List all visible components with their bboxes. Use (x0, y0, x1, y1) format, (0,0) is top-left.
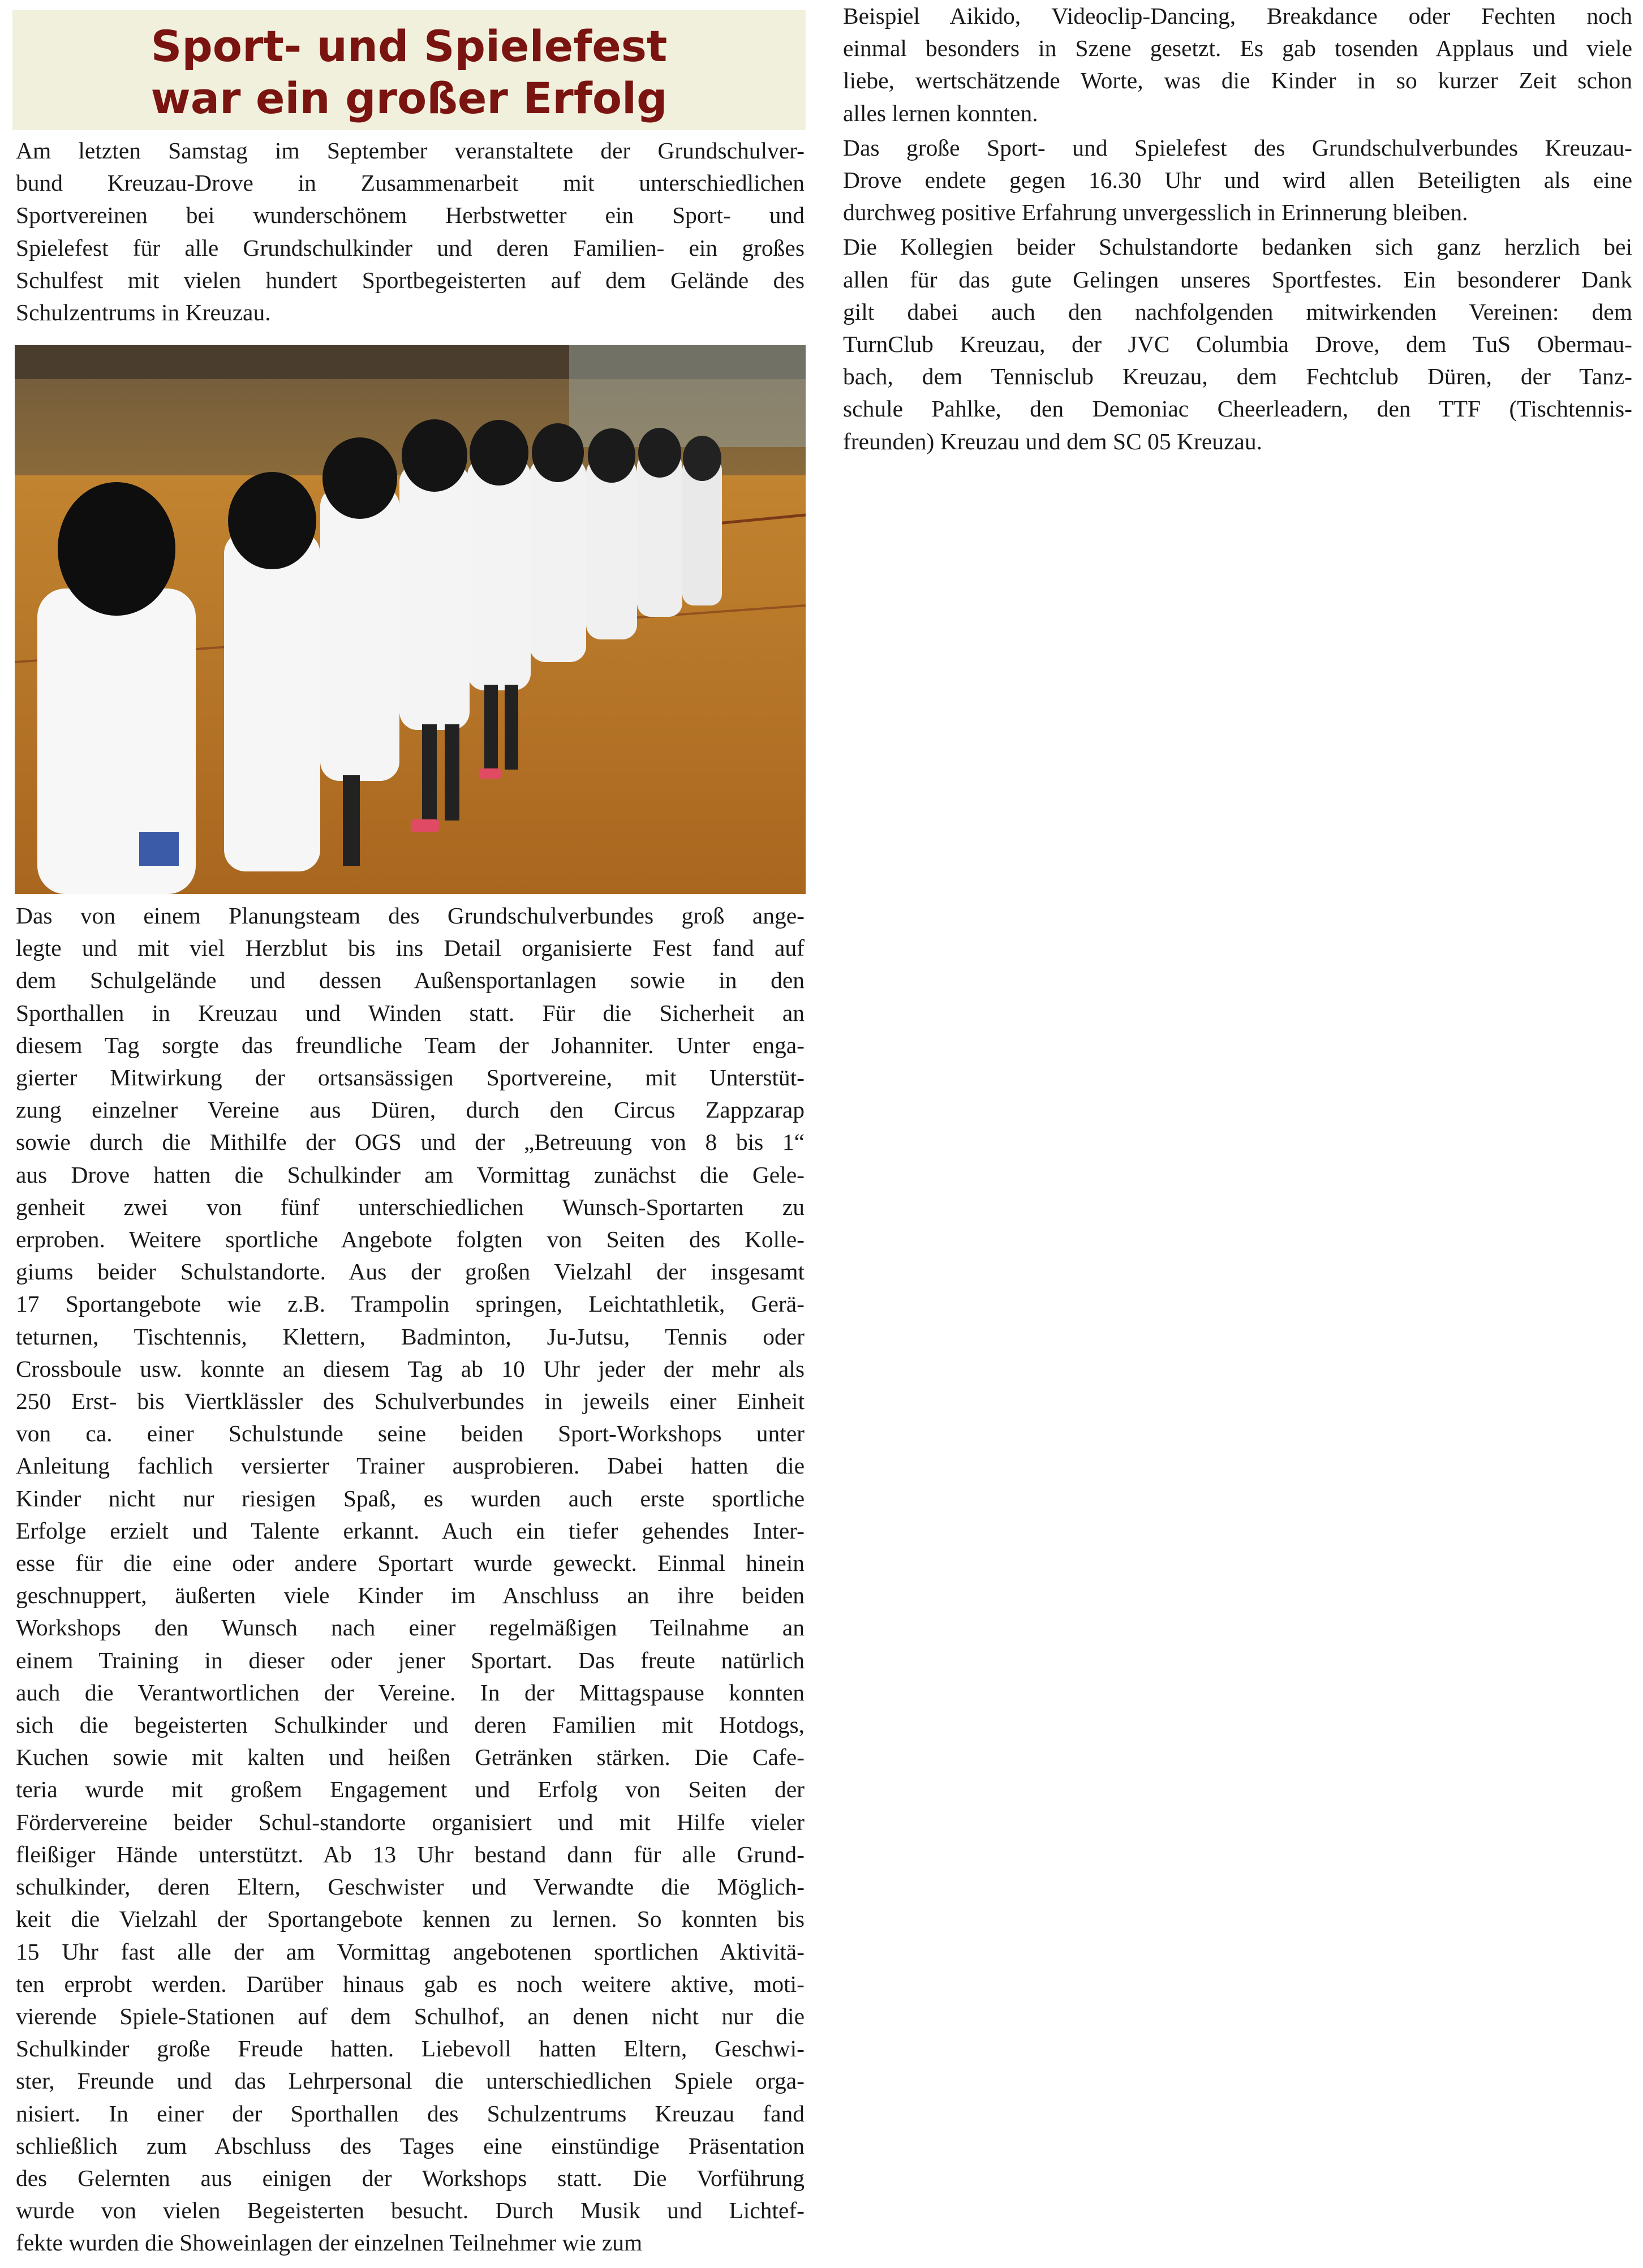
body-line: des Gelernten aus einigen der Workshops statt. Die Vorführung (16, 2164, 805, 2191)
body-line: gierter Mitwirkung der ortsansässigen Sportvereine, mit Unterstüt- (16, 1064, 805, 1091)
body-line: Erfolge erzielt und Talente erkannt. Auch ein tiefer gehendes Inter- (16, 1517, 805, 1544)
body-line: ster, Freunde und das Lehrpersonal die unterschiedlichen Spiele orga- (16, 2068, 805, 2094)
body-line: teria wurde mit großem Engagement und Erfolg von Seiten der (16, 1776, 805, 1803)
body-line: legte und mit viel Herzblut bis ins Detail organisierte Fest fand auf (16, 935, 805, 961)
right-line: allen für das gute Gelingen unseres Sportfestes. Ein besonderer Dank (843, 266, 1632, 293)
body-line: Sporthallen in Kreuzau und Winden statt. Für die Sicherheit an (16, 999, 805, 1026)
body-line: fleißiger Hände unterstützt. Ab 13 Uhr bestand dann für alle Grund- (16, 1841, 805, 1867)
right-line: einmal besonders in Szene gesetzt. Es gab tosenden Applaus und viele (843, 35, 1632, 62)
body-line: einem Training in dieser oder jener Sportart. Das freute natürlich (16, 1647, 805, 1673)
right-line: Die Kollegien beider Schulstandorte bedanken sich ganz herzlich bei (843, 234, 1632, 260)
body-line: Anleitung fachlich versierter Trainer ausprobieren. Dabei hatten die (16, 1453, 805, 1479)
right-column-text (843, 0, 1632, 458)
body-line: schließlich zum Abschluss des Tages eine einstündige Präsentation (16, 2132, 805, 2159)
right-paragraph (843, 0, 1632, 130)
body-line: erproben. Weitere sportliche Angebote folgten von Seiten des Kolle- (16, 1226, 805, 1253)
body-line: esse für die eine oder andere Sportart wurde geweckt. Einmal hinein (16, 1550, 805, 1577)
body-line: keit die Vielzahl der Sportangebote kennen zu lernen. So konnten bis (16, 1906, 805, 1932)
right-line: freunden) Kreuzau und dem SC 05 Kreuzau. (843, 428, 1262, 454)
body-line: aus Drove hatten die Schulkinder am Vormittag zunächst die Gele- (16, 1161, 805, 1188)
body-line: 15 Uhr fast alle der am Vormittag angebotenen sportlichen Aktivitä- (16, 1938, 805, 1965)
body-line: Workshops den Wunsch nach einer regelmäßigen Teilnahme an (16, 1614, 805, 1641)
intro-paragraph (16, 135, 805, 329)
right-paragraph (843, 231, 1632, 457)
body-line: Fördervereine beider Schul-standorte organisiert und mit Hilfe vieler (16, 1809, 805, 1835)
body-line: sich die begeisterten Schulkinder und deren Familien mit Hotdogs, (16, 1712, 805, 1738)
body-line: wurde von vielen Begeisterten besucht. Durch Musik und Lichtef- (16, 2197, 805, 2224)
body-line: 250 Erst- bis Viertklässler des Schulverbundes in jeweils einer Einheit (16, 1388, 805, 1415)
right-line: alles lernen konnten. (843, 100, 1038, 126)
body-line: von ca. einer Schulstunde seine beiden Sport-Workshops unter (16, 1420, 805, 1447)
intro-line: Schulzentrums in Kreuzau. (16, 299, 271, 326)
body-line: fekte wurden die Showeinlagen der einzelnen Teilnehmer wie zum (16, 2230, 643, 2256)
body-line: giums beider Schulstandorte. Aus der großen Vielzahl der insgesamt (16, 1258, 805, 1285)
body-line: diesem Tag sorgte das freundliche Team der Johanniter. Unter enga- (16, 1032, 805, 1058)
headline-line-1: Sport- und Spielefest (150, 21, 668, 71)
body-line: zung einzelner Vereine aus Düren, durch den Circus Zappzarap (16, 1097, 805, 1123)
right-line: bach, dem Tennisclub Kreuzau, dem Fechtclub Düren, der Tanz- (843, 363, 1632, 390)
intro-paragraph (16, 135, 805, 329)
article-photo-fencing-children (15, 345, 806, 894)
body-line: nisiert. In einer der Sporthallen des Schulzentrums Kreuzau fand (16, 2100, 805, 2127)
right-line: TurnClub Kreuzau, der JVC Columbia Drove, dem TuS Obermau- (843, 331, 1632, 358)
body-line: Crossboule usw. konnte an diesem Tag ab 10 Uhr jeder der mehr als (16, 1355, 805, 1382)
body-line: ten erprobt werden. Darüber hinaus gab es noch weitere aktive, moti- (16, 1970, 805, 1997)
body-line: sowie durch die Mithilfe der OGS und der „Betreuung von 8 bis 1“ (16, 1129, 805, 1156)
headline-box (12, 10, 806, 130)
body-paragraph (16, 900, 805, 2260)
body-line: Kuchen sowie mit kalten und heißen Getränken stärken. Die Cafe- (16, 1744, 805, 1771)
right-line: gilt dabei auch den nachfolgenden mitwirkenden Vereinen: dem (843, 298, 1632, 325)
intro-line: Schulfest mit vielen hundert Sportbegeisterten auf dem Gelände des (16, 267, 805, 293)
body-line: Schulkinder große Freude hatten. Liebevoll hatten Eltern, Geschwi- (16, 2035, 805, 2062)
body-line: auch die Verantwortlichen der Vereine. In der Mittagspause konnten (16, 1679, 805, 1706)
body-line: genheit zwei von fünf unterschiedlichen Wunsch-Sportarten zu (16, 1193, 805, 1220)
body-line: vierende Spiele-Stationen auf dem Schulhof, an denen nicht nur die (16, 2003, 805, 2029)
body-line: dem Schulgelände und dessen Außensportanlagen sowie in den (16, 967, 805, 994)
body-line: 17 Sportangebote wie z.B. Trampolin springen, Leichtathletik, Gerä- (16, 1291, 805, 1317)
right-line: Beispiel Aikido, Videoclip-Dancing, Breakdance oder Fechten noch (843, 3, 1632, 29)
body-line: Das von einem Planungsteam des Grundschulverbundes groß ange- (16, 903, 805, 929)
body-line: Kinder nicht nur riesigen Spaß, es wurden auch erste sportliche (16, 1485, 805, 1511)
headline-line-2: war ein großer Erfolg (150, 73, 668, 123)
right-line: liebe, wertschätzende Worte, was die Kinder in so kurzer Zeit schon (843, 67, 1632, 94)
body-line: geschnuppert, äußerten viele Kinder im Anschluss an ihre beiden (16, 1582, 805, 1609)
right-line: schule Pahlke, den Demoniac Cheerleadern, den TTF (Tischtennis- (843, 396, 1632, 422)
intro-line: Sportvereinen bei wunderschönem Herbstwetter ein Sport- und (16, 202, 805, 229)
right-line: Das große Sport- und Spielefest des Grundschulverbundes Kreuzau- (843, 134, 1632, 161)
intro-line: bund Kreuzau-Drove in Zusammenarbeit mit unterschiedlichen (16, 170, 805, 196)
body-line: teturnen, Tischtennis, Klettern, Badminton, Ju-Jutsu, Tennis oder (16, 1323, 805, 1350)
intro-line: Am letzten Samstag im September veranstaltete der Grundschulver- (16, 138, 805, 164)
right-paragraph (843, 132, 1632, 229)
intro-line: Spielefest für alle Grundschulkinder und deren Familien- ein großes (16, 234, 805, 261)
right-line: Drove endete gegen 16.30 Uhr und wird allen Beteiligten als eine (843, 167, 1632, 194)
body-line: schulkinder, deren Eltern, Geschwister und Verwandte die Möglich- (16, 1874, 805, 1900)
right-line: durchweg positive Erfahrung unvergesslich in Erinnerung bleiben. (843, 199, 1468, 226)
main-body-text (16, 900, 805, 2260)
